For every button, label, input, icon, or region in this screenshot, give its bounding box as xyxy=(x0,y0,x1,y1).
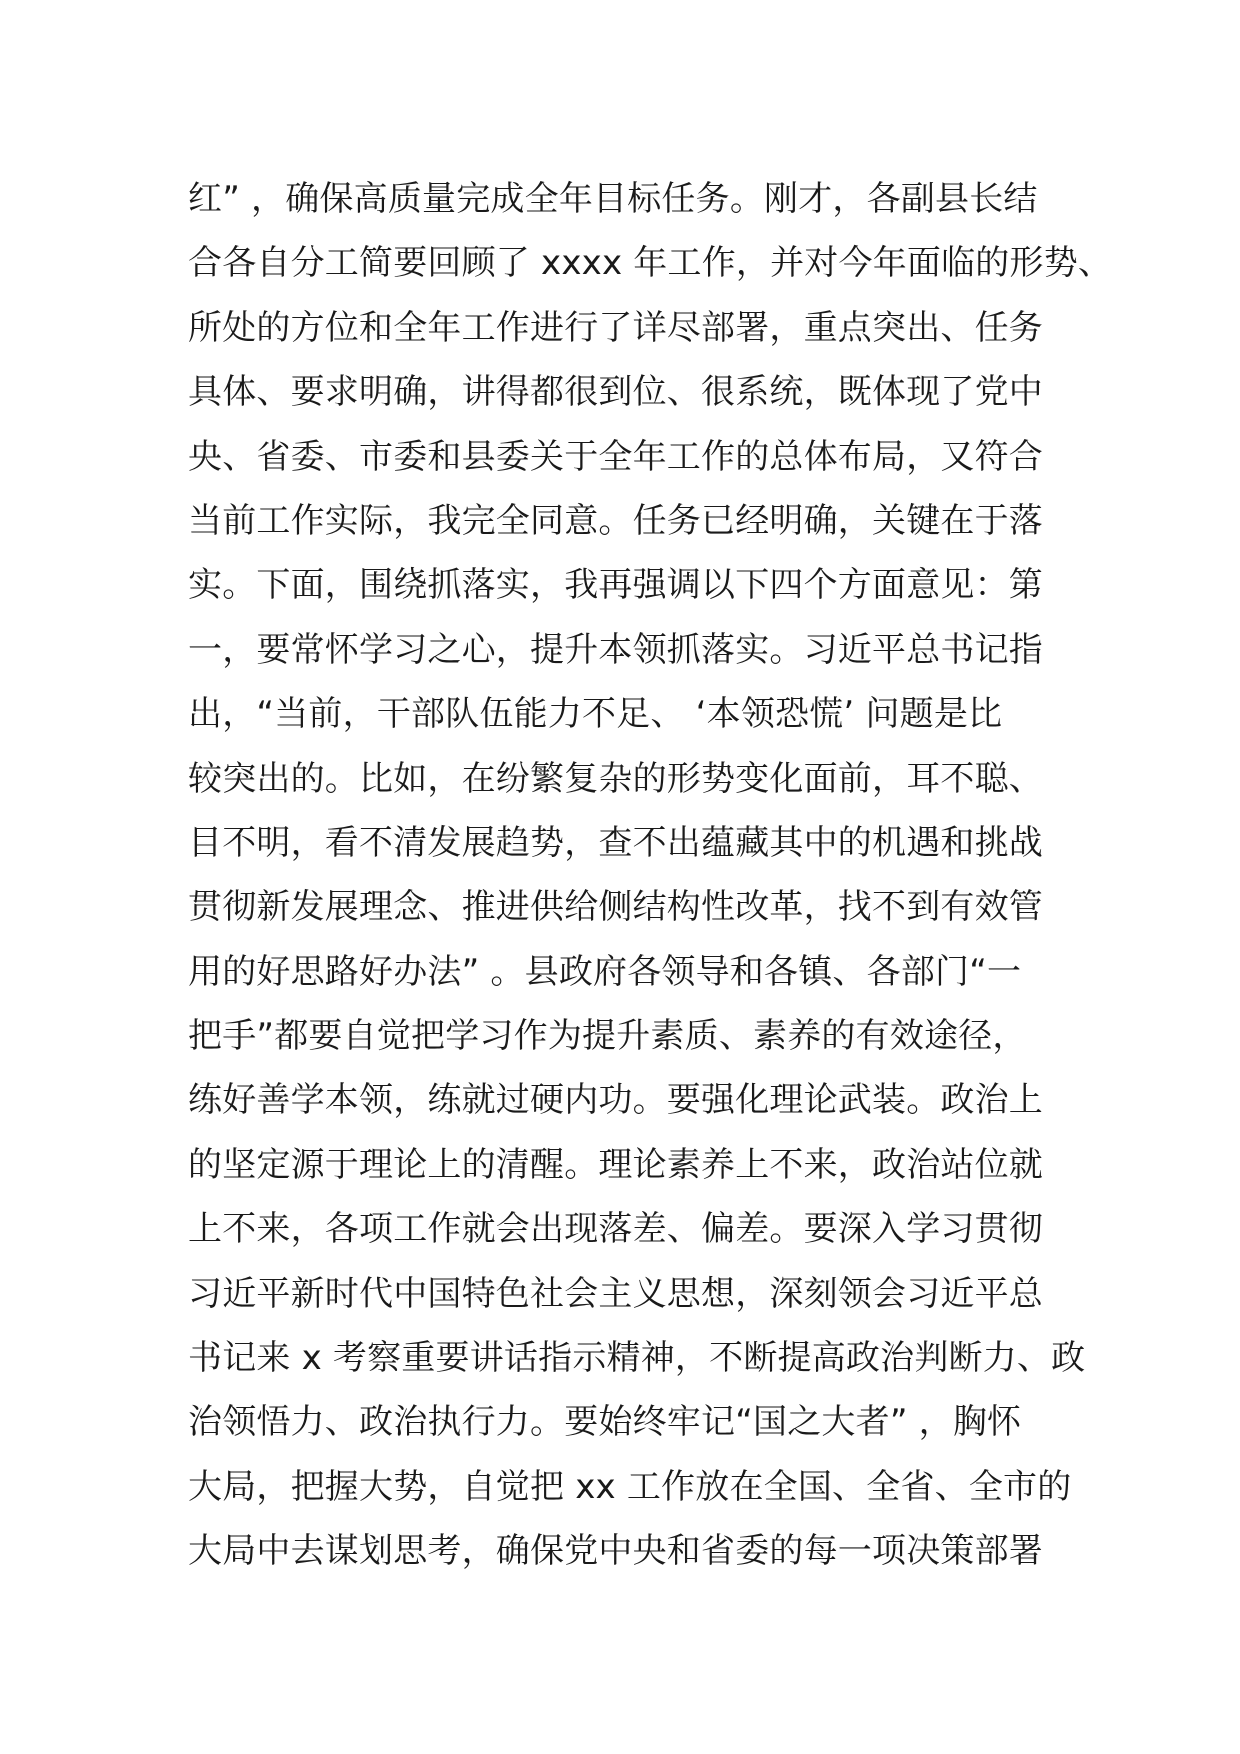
text-line: 贯彻新发展理念、推进供给侧结构性改革，找不到有效管 xyxy=(188,887,1043,928)
text-line: 较突出的。比如，在纷繁复杂的形势变化面前，耳不聪、 xyxy=(188,758,1043,799)
text-line: 把手”都要自觉把学习作为提升素质、素养的有效途径， xyxy=(188,1016,1027,1057)
text-line: 合各自分工简要回顾了 xxxx 年工作，并对今年面临的形势、 xyxy=(188,243,1113,284)
text-line: 用的好思路好办法” 。县政府各领导和各镇、各部门“一 xyxy=(188,951,1022,992)
text-line: 所处的方位和全年工作进行了详尽部署，重点突出、任务 xyxy=(188,307,1043,348)
text-line: 目不明，看不清发展趋势，查不出蕴藏其中的机遇和挑战 xyxy=(188,822,1043,863)
text-line: 大局，把握大势，自觉把 xx 工作放在全国、全省、全市的 xyxy=(188,1466,1072,1507)
text-line: 的坚定源于理论上的清醒。理论素养上不来，政治站位就 xyxy=(188,1144,1043,1185)
text-line: 习近平新时代中国特色社会主义思想，深刻领会习近平总 xyxy=(188,1273,1043,1314)
text-line: 央、省委、市委和县委关于全年工作的总体布局，又符合 xyxy=(188,436,1043,477)
text-line: 具体、要求明确，讲得都很到位、很系统，既体现了党中 xyxy=(188,372,1043,413)
text-line: 书记来 x 考察重要讲话指示精神，不断提高政治判断力、政 xyxy=(188,1338,1086,1379)
text-line: 练好善学本领，练就过硬内功。要强化理论武装。政治上 xyxy=(188,1080,1043,1121)
text-line: 一，要常怀学习之心，提升本领抓落实。习近平总书记指 xyxy=(188,629,1043,670)
text-line: 上不来，各项工作就会出现落差、偏差。要深入学习贯彻 xyxy=(188,1209,1043,1250)
text-line: 实。下面，围绕抓落实，我再强调以下四个方面意见：第 xyxy=(188,565,1043,606)
text-line: 大局中去谋划思考，确保党中央和省委的每一项决策部署 xyxy=(188,1531,1043,1572)
text-line: 当前工作实际，我完全同意。任务已经明确，关键在于落 xyxy=(188,500,1043,541)
text-line: 治领悟力、政治执行力。要始终牢记“国之大者” ，胸怀 xyxy=(188,1402,1022,1443)
text-line: 出，“当前，干部队伍能力不足、 ‘本领恐慌’ 问题是比 xyxy=(188,694,1003,735)
text-line: 红” ，确保高质量完成全年目标任务。刚才，各副县长结 xyxy=(188,179,1038,219)
body-text xyxy=(188,167,1113,1584)
